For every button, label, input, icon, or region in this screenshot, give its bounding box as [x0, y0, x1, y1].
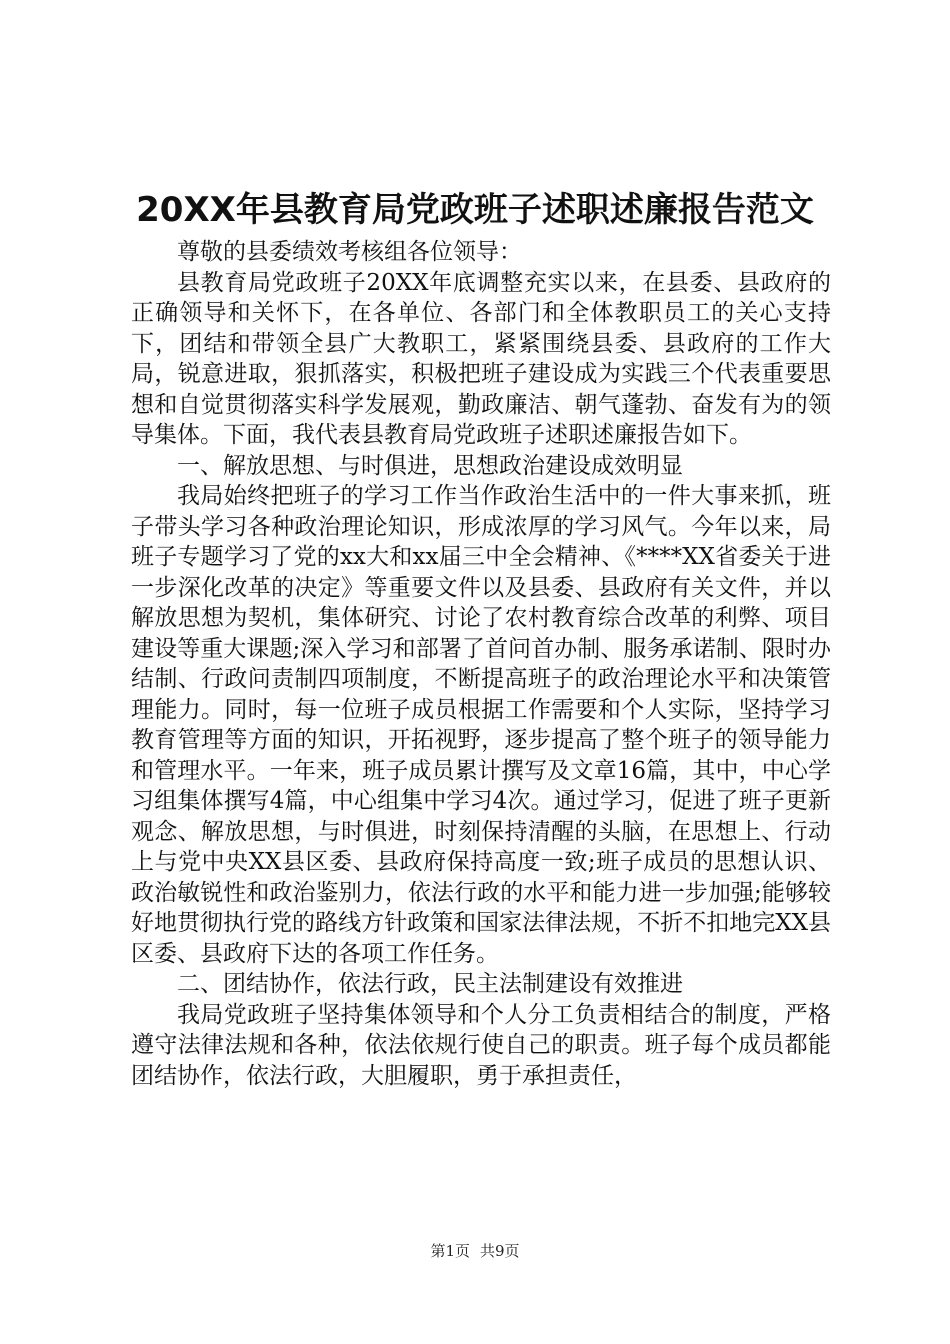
document-body: [131, 237, 831, 1091]
section-1-paragraph: 我局始终把班子的学习工作当作政治生活中的一件大事来抓，班子带头学习各种政治理论知识，形成浓厚的学习风气。今年以来，局班子专题学习了党的xx大和xx届三中全会精神、《****XX省委关于进一步深化改革的决定》等重要文件以及县委、县政府有关文件，并以解放思想为契机，集体研究、讨论了农村教育综合改革的利弊、项目建设等重大课题;深入学习和部署了首问首办制、服务承诺制、限时办结制、行政问责制四项制度，不断提高班子的政治理论水平和决策管理能力。同时，每一位班子成员根据工作需要和个人实际，坚持学习教育管理等方面的知识，开拓视野，逐步提高了整个班子的领导能力和管理水平。一年来，班子成员累计撰写及文章16篇，其中，中心学习组集体撰写4篇，中心组集中学习4次。通过学习，促进了班子更新观念、解放思想，与时俱进，时刻保持清醒的头脑，在思想上、行动上与党中央XX县区委、县政府保持高度一致;班子成员的思想认识、政治敏锐性和政治鉴别力，依法行政的水平和能力进一步加强;能够较好地贯彻执行党的路线方针政策和国家法律法规，不折不扣地完XX县区委、县政府下达的各项工作任务。: [131, 483, 831, 967]
intro-paragraph: 县教育局党政班子20XX年底调整充实以来，在县委、县政府的正确领导和关怀下，在各单位、各部门和全体教职员工的关心支持下，团结和带领全县广大教职工，紧紧围绕县委、县政府的工作大局，锐意进取，狠抓落实，积极把班子建设成为实践三个代表重要思想和自觉贯彻落实科学发展观，勤政廉洁、朝气蓬勃、奋发有为的领导集体。下面，我代表县教育局党政班子述职述廉报告如下。: [131, 269, 831, 448]
page-number: 第1页: [430, 1242, 470, 1260]
page-total: 共9页: [480, 1242, 520, 1260]
section-2-paragraph: 我局党政班子坚持集体领导和个人分工负责相结合的制度，严格遵守法律法规和各种，依法依规行使自己的职责。班子每个成员都能团结协作，依法行政，大胆履职，勇于承担责任，: [131, 1001, 831, 1089]
section-heading-2: 二、团结协作，依法行政，民主法制建设有效推进: [177, 971, 683, 997]
document-title: 20XX年县教育局党政班子述职述廉报告范文: [136, 190, 814, 230]
section-heading-1: 一、解放思想、与时俱进，思想政治建设成效明显: [177, 452, 683, 479]
page-footer: [0, 1241, 950, 1261]
salutation-paragraph: 尊敬的县委绩效考核组各位领导：: [177, 239, 522, 265]
